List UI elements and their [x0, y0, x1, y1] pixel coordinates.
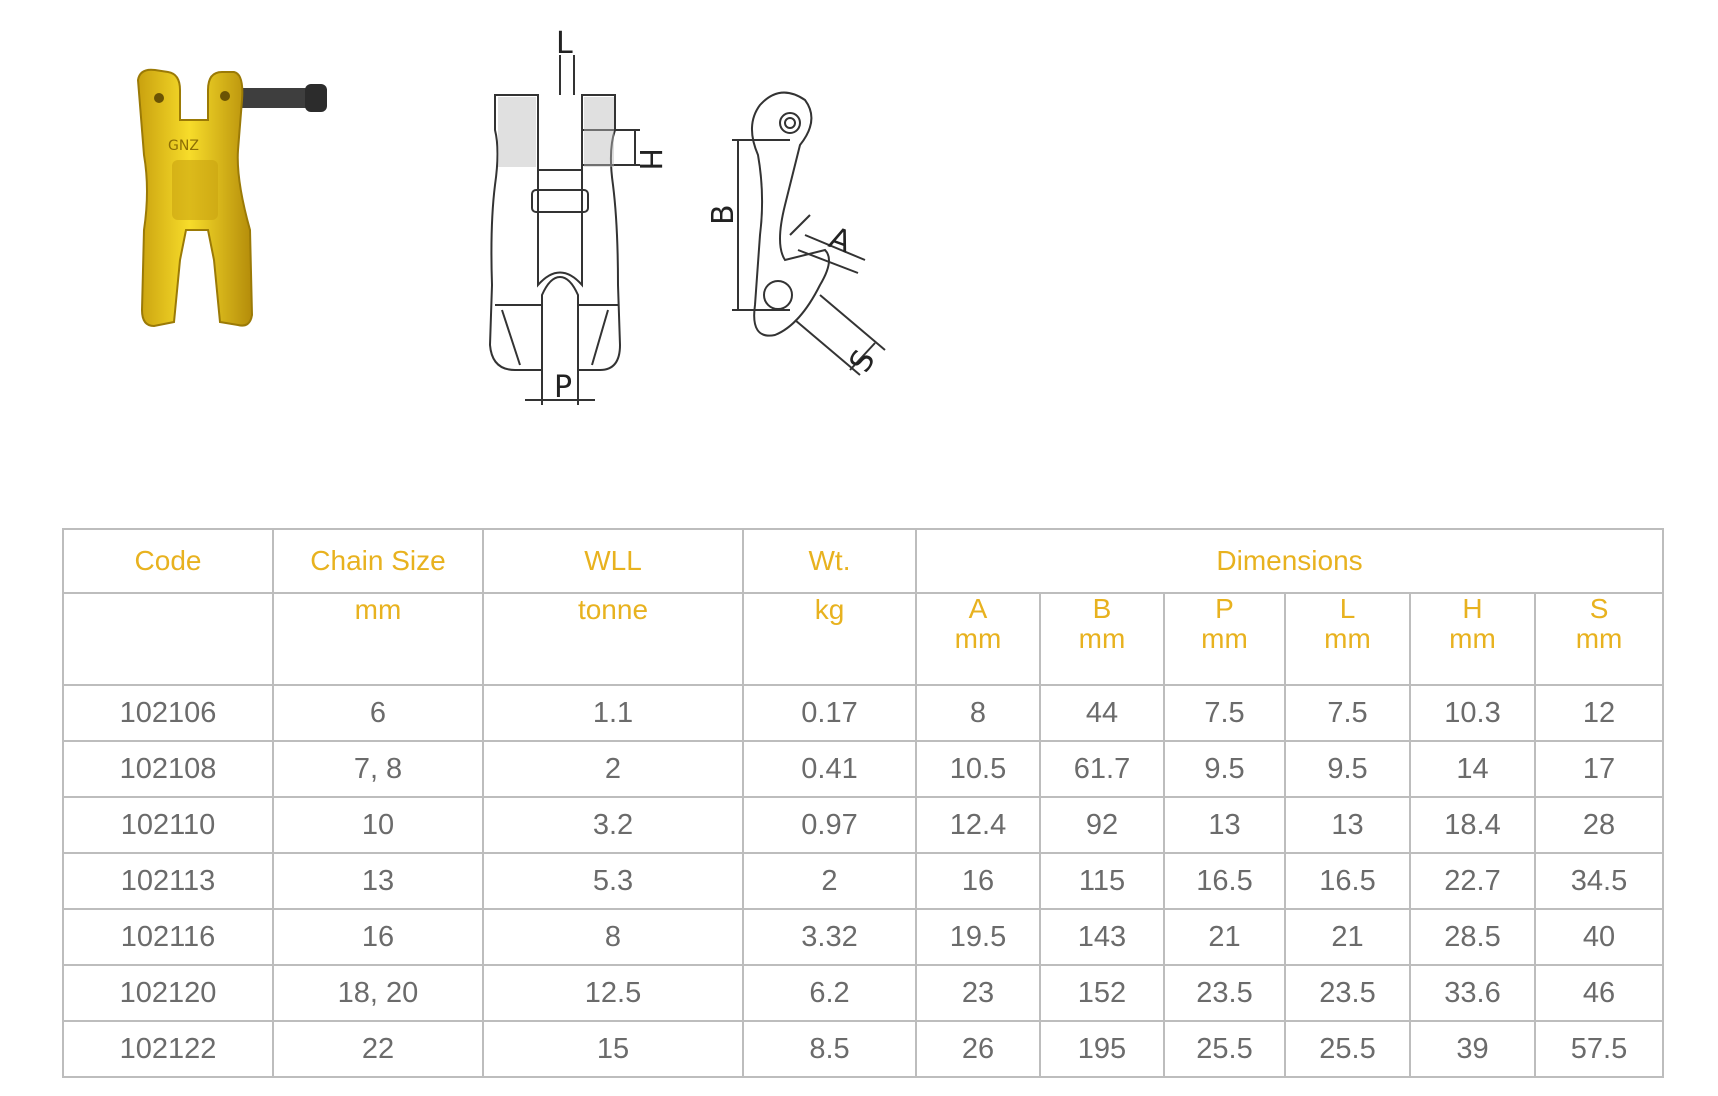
- cell-code: 102120: [63, 965, 273, 1021]
- dim-label-b: B: [706, 204, 741, 225]
- cell-wll: 1.1: [483, 685, 743, 741]
- cell-dim-a: 23: [916, 965, 1040, 1021]
- cell-weight: 0.97: [743, 797, 916, 853]
- cell-dim-s: 17: [1535, 741, 1663, 797]
- header-row-units: [63, 593, 1663, 685]
- cell-dim-l: 7.5: [1285, 685, 1410, 741]
- cell-dim-b: 61.7: [1040, 741, 1164, 797]
- header-row-titles: [63, 529, 1663, 593]
- cell-dim-p: 23.5: [1164, 965, 1285, 1021]
- cell-chain-size: 10: [273, 797, 483, 853]
- cell-chain-size: 22: [273, 1021, 483, 1077]
- dim-label-l: L: [556, 26, 573, 61]
- table-row: [63, 797, 1663, 853]
- specification-table: [62, 528, 1664, 1078]
- header-chain-size: Chain Size: [273, 529, 483, 593]
- dim-label-h: H: [632, 148, 667, 171]
- cell-weight: 6.2: [743, 965, 916, 1021]
- table-row: [63, 965, 1663, 1021]
- cell-wll: 15: [483, 1021, 743, 1077]
- cell-dim-b: 92: [1040, 797, 1164, 853]
- cell-dim-s: 28: [1535, 797, 1663, 853]
- cell-wll: 2: [483, 741, 743, 797]
- cell-code: 102122: [63, 1021, 273, 1077]
- svg-text:GNZ: GNZ: [168, 138, 199, 154]
- header-wll: WLL: [483, 529, 743, 593]
- cell-dim-s: 40: [1535, 909, 1663, 965]
- table-row: [63, 685, 1663, 741]
- cell-dim-s: 34.5: [1535, 853, 1663, 909]
- cell-code: 102106: [63, 685, 273, 741]
- dim-header-p: P mm: [1164, 593, 1285, 685]
- cell-dim-l: 25.5: [1285, 1021, 1410, 1077]
- cell-dim-a: 8: [916, 685, 1040, 741]
- cell-chain-size: 7, 8: [273, 741, 483, 797]
- cell-weight: 0.17: [743, 685, 916, 741]
- cell-dim-h: 22.7: [1410, 853, 1535, 909]
- cell-dim-l: 13: [1285, 797, 1410, 853]
- front-dimension-diagram: [470, 25, 670, 430]
- cell-dim-h: 18.4: [1410, 797, 1535, 853]
- cell-dim-b: 115: [1040, 853, 1164, 909]
- cell-dim-a: 19.5: [916, 909, 1040, 965]
- cell-dim-p: 9.5: [1164, 741, 1285, 797]
- cell-code: 102116: [63, 909, 273, 965]
- cell-wll: 3.2: [483, 797, 743, 853]
- cell-dim-h: 33.6: [1410, 965, 1535, 1021]
- cell-chain-size: 6: [273, 685, 483, 741]
- unit-weight: kg: [743, 593, 916, 685]
- dim-header-b: B mm: [1040, 593, 1164, 685]
- cell-dim-a: 10.5: [916, 741, 1040, 797]
- cell-dim-p: 7.5: [1164, 685, 1285, 741]
- cell-dim-b: 195: [1040, 1021, 1164, 1077]
- cell-dim-p: 16.5: [1164, 853, 1285, 909]
- cell-dim-a: 26: [916, 1021, 1040, 1077]
- cell-code: 102110: [63, 797, 273, 853]
- table-row: [63, 1021, 1663, 1077]
- cell-wll: 8: [483, 909, 743, 965]
- cell-dim-b: 44: [1040, 685, 1164, 741]
- table-row: [63, 853, 1663, 909]
- cell-wll: 5.3: [483, 853, 743, 909]
- cell-dim-p: 13: [1164, 797, 1285, 853]
- cell-dim-h: 10.3: [1410, 685, 1535, 741]
- cell-weight: 8.5: [743, 1021, 916, 1077]
- cell-dim-l: 16.5: [1285, 853, 1410, 909]
- table-row: [63, 741, 1663, 797]
- cell-weight: 2: [743, 853, 916, 909]
- dim-label-p: P: [554, 370, 573, 405]
- cell-chain-size: 16: [273, 909, 483, 965]
- cell-dim-p: 21: [1164, 909, 1285, 965]
- dim-header-a: A mm: [916, 593, 1040, 685]
- unit-chain-size: mm: [273, 593, 483, 685]
- cell-dim-s: 12: [1535, 685, 1663, 741]
- dim-label-s: S: [842, 344, 883, 379]
- cell-chain-size: 18, 20: [273, 965, 483, 1021]
- cell-dim-l: 23.5: [1285, 965, 1410, 1021]
- cell-chain-size: 13: [273, 853, 483, 909]
- cell-weight: 3.32: [743, 909, 916, 965]
- cell-dim-h: 14: [1410, 741, 1535, 797]
- dim-header-l: L mm: [1285, 593, 1410, 685]
- dim-header-s: S mm: [1535, 593, 1663, 685]
- cell-dim-a: 16: [916, 853, 1040, 909]
- table-row: [63, 909, 1663, 965]
- side-dimension-diagram: [690, 85, 930, 415]
- cell-dim-b: 143: [1040, 909, 1164, 965]
- cell-dim-l: 9.5: [1285, 741, 1410, 797]
- cell-dim-s: 57.5: [1535, 1021, 1663, 1077]
- header-code: Code: [63, 529, 273, 593]
- cell-dim-b: 152: [1040, 965, 1164, 1021]
- unit-wll: tonne: [483, 593, 743, 685]
- cell-dim-a: 12.4: [916, 797, 1040, 853]
- dim-label-a: A: [824, 220, 856, 261]
- cell-dim-h: 39: [1410, 1021, 1535, 1077]
- header-weight: Wt.: [743, 529, 916, 593]
- product-photo: [110, 60, 330, 370]
- dim-header-h: H mm: [1410, 593, 1535, 685]
- cell-wll: 12.5: [483, 965, 743, 1021]
- cell-dim-l: 21: [1285, 909, 1410, 965]
- cell-code: 102113: [63, 853, 273, 909]
- cell-dim-h: 28.5: [1410, 909, 1535, 965]
- cell-dim-p: 25.5: [1164, 1021, 1285, 1077]
- cell-code: 102108: [63, 741, 273, 797]
- header-dimensions: Dimensions: [916, 529, 1663, 593]
- cell-dim-s: 46: [1535, 965, 1663, 1021]
- unit-code-empty: [63, 593, 273, 685]
- cell-weight: 0.41: [743, 741, 916, 797]
